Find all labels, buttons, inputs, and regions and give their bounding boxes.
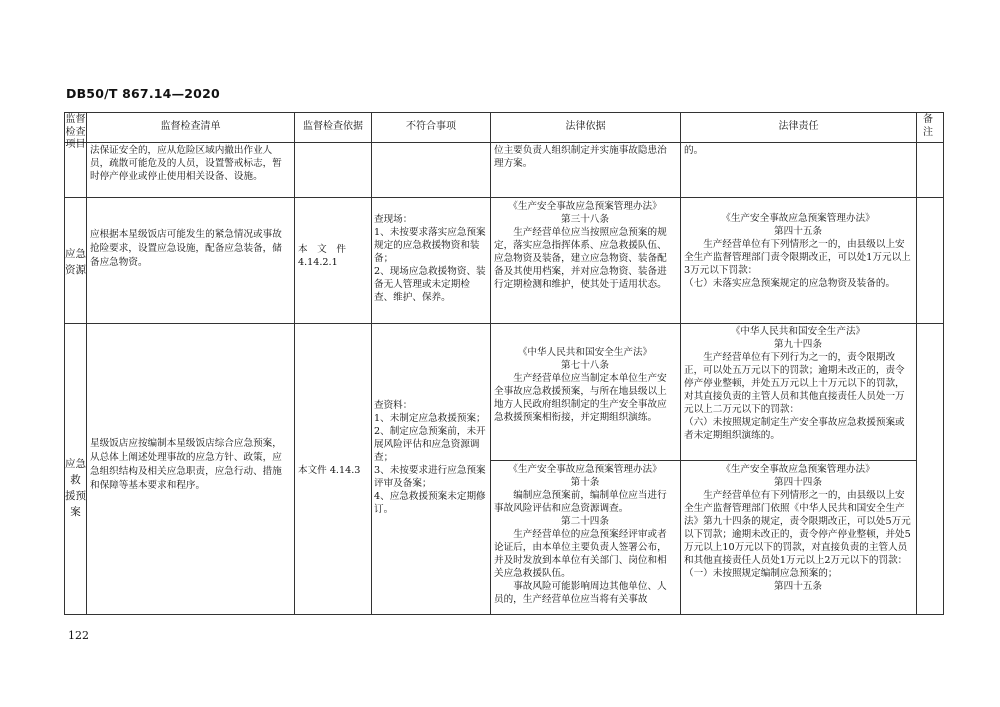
col-rule-1: [86, 112, 87, 615]
header-remarks: 备注: [923, 114, 933, 138]
col-rule-6: [916, 112, 917, 615]
row1-law: 《生产安全事故应急预案管理办法》 第三十八条 生产经营单位应当按照应急预案的规定，落实应急指挥体系、应急救援队伍、应急物资及装备，建立应急物资、装备配备及其使用档案，并对应急物资、装备进行定期检测和维护，使其处于适用状态。: [494, 201, 667, 290]
header-item: 监督检查项目: [65, 114, 86, 150]
row2-liability-a: 《中华人民共和国安全生产法》 第九十四条 生产经营单位有下列行为之一的，责令限期改正，可以处五万元以下的罚款；逾期未改正的，责令停产停业整顿，并处五万元以上十万元以下的罚款，对其直接负责的主管人员和其他直接责任人员处一万元以上二万元以下的罚款： （六）未按照规定制定生产安全事故应急救援预案或者未定期组织演练的。: [684, 326, 905, 441]
row2-liability-b: 《生产安全事故应急预案管理办法》 第四十四条 生产经营单位有下列情形之一的，由县级以上安全生产监督管理部门依照《中华人民共和国安全生产法》第九十四条的规定，责令限期改正，可以处5万元以下罚款；逾期未改正的，责令停产停业整顿，并处5万元以上10万元以下的罚款，对直接负责的主管人员和其他直接责任人员处1万元以上2万元以下的罚款： （一）未按照规定编制应急预案的； 第四十五条: [684, 464, 911, 592]
col-rule-5: [680, 112, 681, 615]
row0-list: 法保证安全的，应从危险区域内撤出作业人员，疏散可能危及的人员，设置警戒标志，暂时停产停业或停止使用相关设备、设施。: [90, 145, 282, 182]
header-legal-basis: 法律依据: [565, 121, 606, 132]
rule-header-bottom: [64, 142, 944, 143]
page-number: 122: [68, 629, 89, 642]
rule-row2-law-split: [490, 460, 916, 461]
row1-liability: 《生产安全事故应急预案管理办法》 第四十五条 生产经营单位有下列情形之一的，由县级以上安全生产监督管理部门责令限期改正，可以处1万元以上3万元以下罚款： （七）未落实应急预案规定的应急物资及装备的。: [684, 213, 911, 289]
row2-nonconformity: 查资料： 1、未制定应急救援预案； 2、制定应急预案前，未开展风险评估和应急资源调查； 3、未按要求进行应急预案评审及备案； 4、应急救援预案未定期修订。: [374, 400, 486, 515]
col-rule-3: [371, 112, 372, 615]
col-rule-2: [294, 112, 295, 615]
row2-item: 应急救 援预案: [65, 458, 86, 518]
row1-nonconformity: 查现场： 1、未按要求落实应急预案规定的应急救援物资和装备； 2、现场应急救援物资、装备无人管理或未定期检查、维护、保养。: [374, 214, 486, 303]
row1-item: 应急 资源: [65, 248, 86, 276]
col-rule-4: [490, 112, 491, 615]
row1-list: 应根据本星级饭店可能发生的紧急情况或事故抢险要求，设置应急设施，配备应急装备，储备应急物资。: [90, 229, 282, 268]
rule-row1-bottom: [64, 323, 944, 324]
rule-row0-bottom: [64, 197, 944, 198]
row2-law-a: 《中华人民共和国安全生产法》 第七十八条 生产经营单位应当制定本单位生产安全事故应急救援预案，与所在地县级以上地方人民政府组织制定的生产安全事故应急救援预案相衔接，并定期组织演练。: [494, 347, 667, 423]
header-legal-liability: 法律责任: [778, 121, 819, 132]
row1-basis: 本 文 件 4.14.2.1: [298, 244, 346, 268]
row2-basis: 本文件 4.14.3: [298, 465, 361, 476]
header-list: 监督检查清单: [160, 121, 221, 132]
header-basis: 监督检查依据: [303, 121, 363, 132]
row2-list: 星级饭店应按编制本星级饭店综合应急预案，从总体上阐述处理事故的应急方针、政策，应急组织结构及相关应急职责，应急行动、措施和保障等基本要求和程序。: [90, 438, 282, 491]
row2-law-b: 《生产安全事故应急预案管理办法》 第十条 编制应急预案前，编制单位应当进行事故风险评估和应急资源调查。 第二十四条 生产经营单位的应急预案经评审或者论证后，由本单位主要负责人签署公布，并及时发放到本单位有关部门、岗位和相关应急救援队伍。 事故风险可能影响周边其他单位、人员的，生产经营单位应当将有关事故: [494, 464, 667, 605]
row0-liability: 的。: [684, 145, 704, 156]
header-nonconformity: 不符合事项: [406, 121, 456, 132]
row0-law: 位主要负责人组织制定并实施事故隐患治理方案。: [494, 145, 667, 169]
document-code: DB50/T 867.14—2020: [66, 86, 220, 101]
